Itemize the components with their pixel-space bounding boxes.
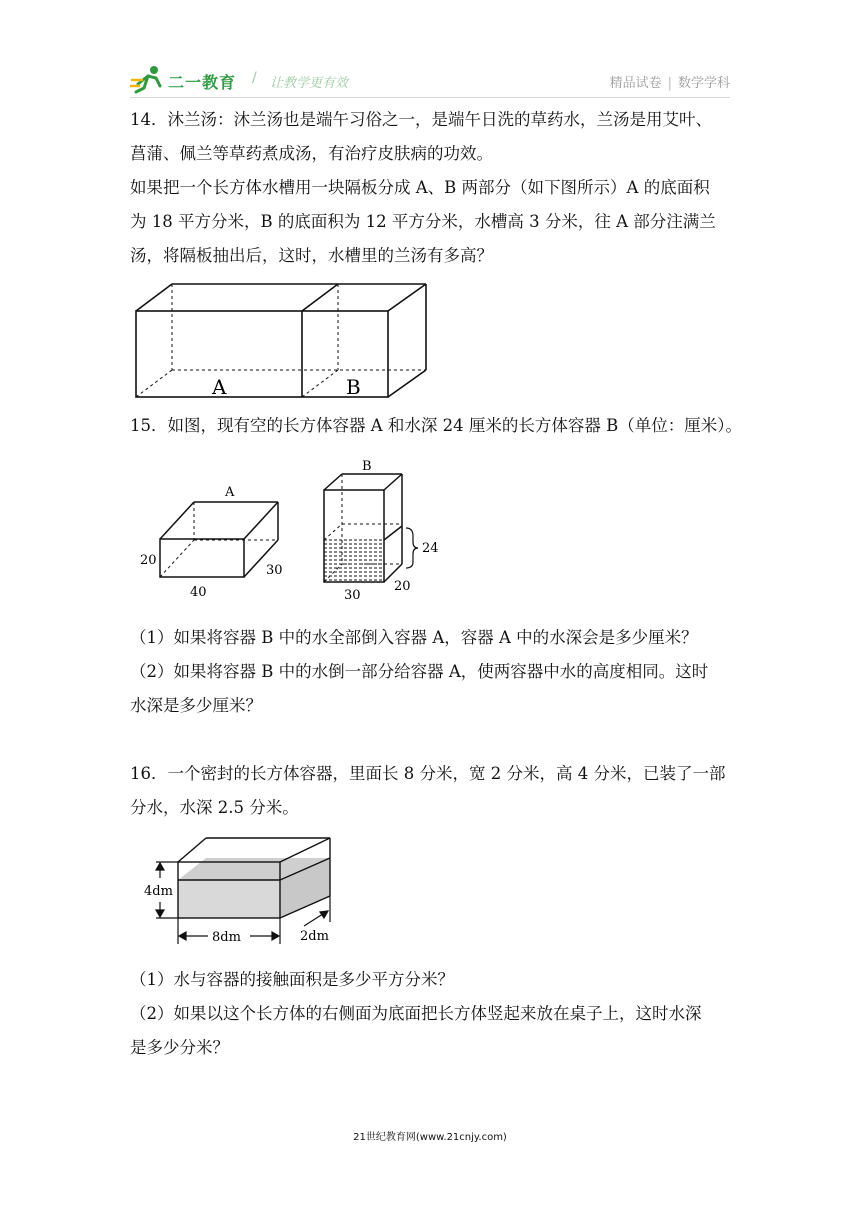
container-b-depth: 24 — [422, 541, 439, 556]
runner-logo-icon — [130, 64, 166, 94]
q14-label-a: A — [212, 375, 227, 399]
q14-line-5: 汤，将隔板抽出后，这时，水槽里的兰汤有多高？ — [130, 246, 493, 265]
container-a-height: 20 — [140, 553, 157, 568]
container-b-width: 20 — [394, 579, 411, 594]
container-b — [324, 459, 439, 603]
q14-line-3: 如果把一个长方体水槽用一块隔板分成 A、B 两部分（如下图所示）A 的底面积 — [130, 178, 710, 197]
q16-line-1: 16．一个密封的长方体容器，里面长 8 分米，宽 2 分米，高 4 分米，已装了一部 — [130, 764, 726, 783]
container-a-label: A — [225, 485, 235, 500]
q14-line-2: 菖蒲、佩兰等草药煮成汤，有治疗皮肤病的功效。 — [130, 144, 493, 163]
q15-containers-figure — [130, 452, 450, 610]
header-premium-label: 精品试卷 — [609, 76, 662, 91]
logo — [130, 64, 250, 94]
q14-tank-figure — [130, 280, 440, 402]
q16-height-label: 4dm — [144, 884, 173, 899]
container-a-length: 40 — [190, 585, 207, 600]
header-right — [610, 72, 730, 91]
logo-text: 二一教育 — [168, 73, 237, 92]
q16-sub-2-line-1: （2）如果以这个长方体的右侧面为底面把长方体竖起来放在桌子上，这时水深 — [130, 1004, 702, 1023]
container-a — [140, 485, 283, 600]
header-slogan: 让教学更有效 — [270, 76, 349, 91]
q16-sub-1: （1）水与容器的接触面积是多少平方分米？ — [130, 970, 454, 989]
header-subject-label: 数学学科 — [677, 76, 730, 91]
q15-sub-2-line-1: （2）如果将容器 B 中的水倒一部分给容器 A，使两容器中水的高度相同。这时 — [130, 662, 709, 681]
page-footer: 21世纪教育网(www.21cnjy.com) — [353, 1132, 507, 1143]
q15-sub-2-line-2: 水深是多少厘米？ — [130, 696, 262, 715]
q16-container-figure — [130, 832, 350, 952]
container-b-water — [324, 540, 384, 580]
q15-line-1: 15．如图，现有空的长方体容器 A 和水深 24 厘米的长方体容器 B（单位：厘米）。 — [130, 416, 743, 435]
page-header — [130, 64, 730, 98]
header-divider — [130, 97, 730, 98]
header-slash: / — [252, 70, 257, 86]
q15-sub-1: （1）如果将容器 B 中的水全部倒入容器 A，容器 A 中的水深会是多少厘米？ — [130, 628, 698, 647]
header-separator: | — [667, 76, 672, 91]
container-b-label: B — [362, 459, 372, 474]
water-front — [178, 880, 280, 918]
q16-length-label: 8dm — [212, 930, 241, 945]
container-a-width: 30 — [266, 563, 283, 578]
depth-brace-icon — [406, 528, 418, 568]
q16-line-2: 分水，水深 2.5 分米。 — [130, 798, 299, 817]
q16-sub-2-line-2: 是多少分米？ — [130, 1038, 229, 1057]
q14-line-1: 14．沐兰汤：沐兰汤也是端午习俗之一，是端午日洗的草药水，兰汤是用艾叶、 — [130, 110, 712, 129]
q16-width-label: 2dm — [300, 929, 329, 944]
q14-line-4: 为 18 平方分米，B 的底面积为 12 平方分米，水槽高 3 分米，往 A 部分注满兰 — [130, 212, 716, 231]
container-b-length: 30 — [344, 588, 361, 603]
q14-label-b: B — [346, 375, 361, 399]
